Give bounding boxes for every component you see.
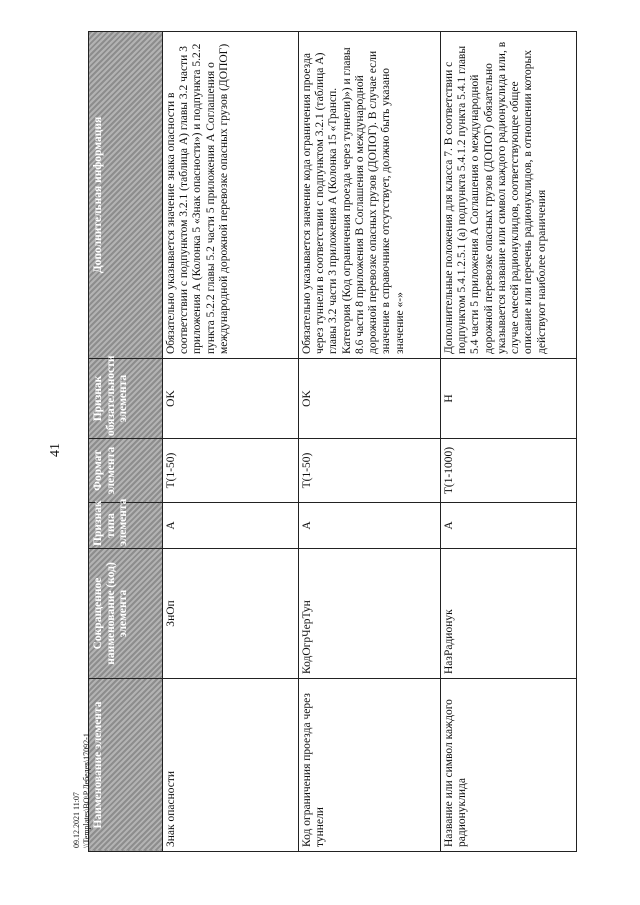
cell-format: T(1-50): [163, 439, 299, 503]
header-info: Дополнительная информация: [89, 32, 163, 359]
table-row: [163, 32, 299, 852]
cell-code: ЗнОп: [163, 549, 299, 679]
cell-format: T(1-1000): [441, 439, 577, 503]
cell-format: T(1-50): [299, 439, 441, 503]
cell-info: Обязательно указывается значение знака опасности в соответствии с подпунктом 3.2.1 (таблица А) главы 3.2 части 3 приложения А (Колонка 5 «Знак опасности») и подпункта 5.2.2 пункта 5.2.2 главы 5.2 части 5 приложения А Соглашения о международной дорожной перевозке опасных грузов (ДОПОГ): [163, 32, 299, 359]
data-table: [88, 31, 577, 852]
table-row: [441, 32, 577, 852]
header-name: Наименование элемента: [89, 679, 163, 852]
cell-required: H: [441, 359, 577, 439]
cell-name: Знак опасности: [163, 679, 299, 852]
table-header-row: [89, 32, 163, 852]
header-type: Признак типа элемента: [89, 503, 163, 549]
cell-name: Код ограничения проезда через туннели: [299, 679, 441, 852]
header-code: Сокращенное наименование (код) элемента: [89, 549, 163, 679]
cell-type: A: [299, 503, 441, 549]
cell-type: A: [163, 503, 299, 549]
cell-info: Дополнительные положения для класса 7. В соответствии с подпунктом 5.4.1.2.5.1 (a) подпункта 5.4.1.2 пункта 5.4.1 главы 5.4 части 5 приложения А Соглашения о международной дорожной перевозке опасных грузов (ДОПОГ) обязательно указывается название или символ каждого радионуклида или, в случае смесей радионуклидов, соответствующее общее описание или перечень радионуклидов, в отношении которых действуют наиболее ограничения: [441, 32, 577, 359]
cell-name: Название или символ каждого радионуклида: [441, 679, 577, 852]
cell-code: НазРадионук: [441, 549, 577, 679]
cell-required: OK: [299, 359, 441, 439]
footer-date: 09.12.2021 11:07: [72, 792, 81, 848]
page-number: 41: [48, 443, 63, 457]
rotated-table-container: [88, 32, 576, 852]
header-required: Признак обязательности элемента: [89, 359, 163, 439]
header-format: Формат элемента: [89, 439, 163, 503]
cell-info: Обязательно указывается значение кода ограничения проезда через туннели в соответствии с подпунктом 3.2.1 (таблица А) главы 3.2 части 3 приложения А (Колонка 15 «Трансп. Категория (Код ограничения проезда через туннели)») и главы 8.6 части 8 приложения В Соглашения о международной дорожной перевозке опасных грузов (ДОПОГ). В случае если значение в справочнике отсутствует, должно быть указано значение «-»: [299, 32, 441, 359]
cell-type: A: [441, 503, 577, 549]
table-row: [299, 32, 441, 852]
cell-code: КодОгрЧерТун: [299, 549, 441, 679]
cell-required: OK: [163, 359, 299, 439]
footer-path: \\Templates\ВО\Р.Лебедев\17092-1: [82, 733, 91, 848]
